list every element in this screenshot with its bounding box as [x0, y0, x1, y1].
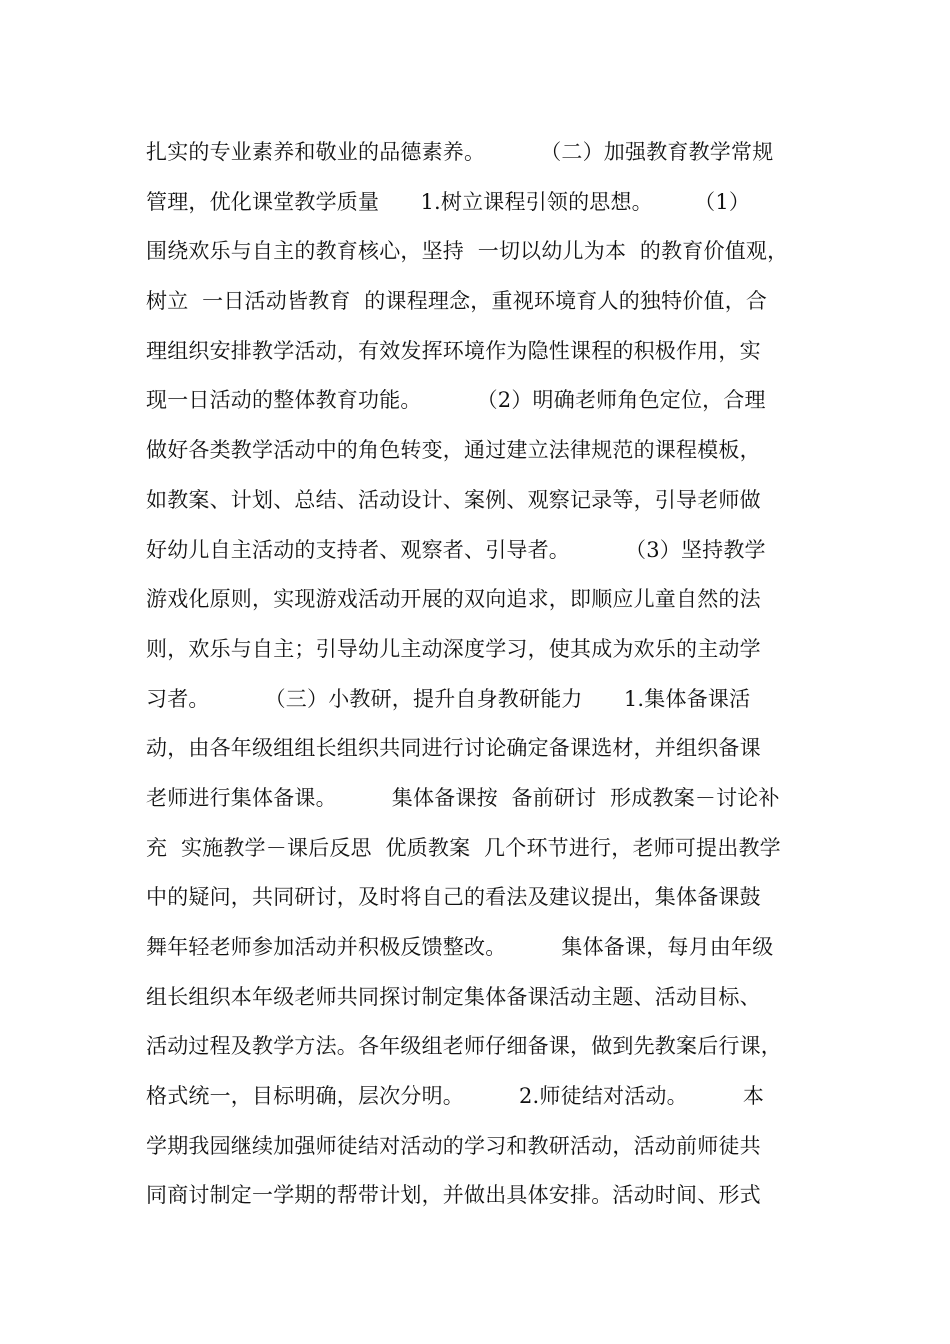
text-line: 中的疑问，共同研讨，及时将自己的看法及建议提出，集体备课鼓: [146, 885, 761, 910]
text-line: 习者。 （三）小教研，提升自身教研能力 1.集体备课活: [146, 686, 751, 711]
text-line: 现一日活动的整体教育功能。 （2）明确老师角色定位，合理: [146, 388, 766, 413]
text-line: 扎实的专业素养和敬业的品德素养。 （二）加强教育教学常规: [146, 140, 774, 164]
text-line: 做好各类教学活动中的角色转变，通过建立法律规范的课程模板，: [146, 438, 761, 463]
text-line: 好幼儿自主活动的支持者、观察者、引导者。 （3）坚持教学: [146, 537, 766, 562]
text-line: 围绕欢乐与自主的教育核心，坚持 一切以幼儿为本 的教育价值观，: [146, 239, 789, 264]
text-line: 活动过程及教学方法。各年级组老师仔细备课，做到先教案后行课，: [146, 1034, 782, 1059]
text-line: 如教案、计划、总结、活动设计、案例、观察记录等，引导老师做: [146, 487, 761, 512]
text-line: 动，由各年级组组长组织共同进行讨论确定备课选材，并组织备课: [146, 736, 761, 761]
text-line: 理组织安排教学活动，有效发挥环境作为隐性课程的积极作用，实: [146, 338, 761, 363]
text-line: 组长组织本年级老师共同探讨制定集体备课活动主题、活动目标、: [146, 984, 761, 1009]
text-line: 学期我园继续加强师徒结对活动的学习和教研活动，活动前师徒共: [146, 1133, 761, 1158]
text-line: 同商讨制定一学期的帮带计划，并做出具体安排。活动时间、形式: [146, 1183, 761, 1208]
text-line: 老师进行集体备课。 集体备课按 备前研讨 形成教案－讨论补: [146, 785, 780, 810]
text-line: 游戏化原则，实现游戏活动开展的双向追求，即顺应儿童自然的法: [146, 587, 761, 612]
text-line: 则，欢乐与自主；引导幼儿主动深度学习，使其成为欢乐的主动学: [146, 636, 761, 661]
text-line: 树立 一日活动皆教育 的课程理念，重视环境育人的独特价值，合: [146, 289, 768, 314]
text-line: 充 实施教学－课后反思 优质教案 几个环节进行，老师可提出教学: [146, 835, 781, 860]
text-line: 管理，优化课堂教学质量 1.树立课程引领的思想。 （1）: [146, 189, 751, 214]
text-line: 舞年轻老师参加活动并积极反馈整改。 集体备课，每月由年级: [146, 935, 774, 959]
text-line: 格式统一，目标明确，层次分明。 2.师徒结对活动。 本: [146, 1084, 765, 1109]
body-text: [146, 128, 826, 1221]
